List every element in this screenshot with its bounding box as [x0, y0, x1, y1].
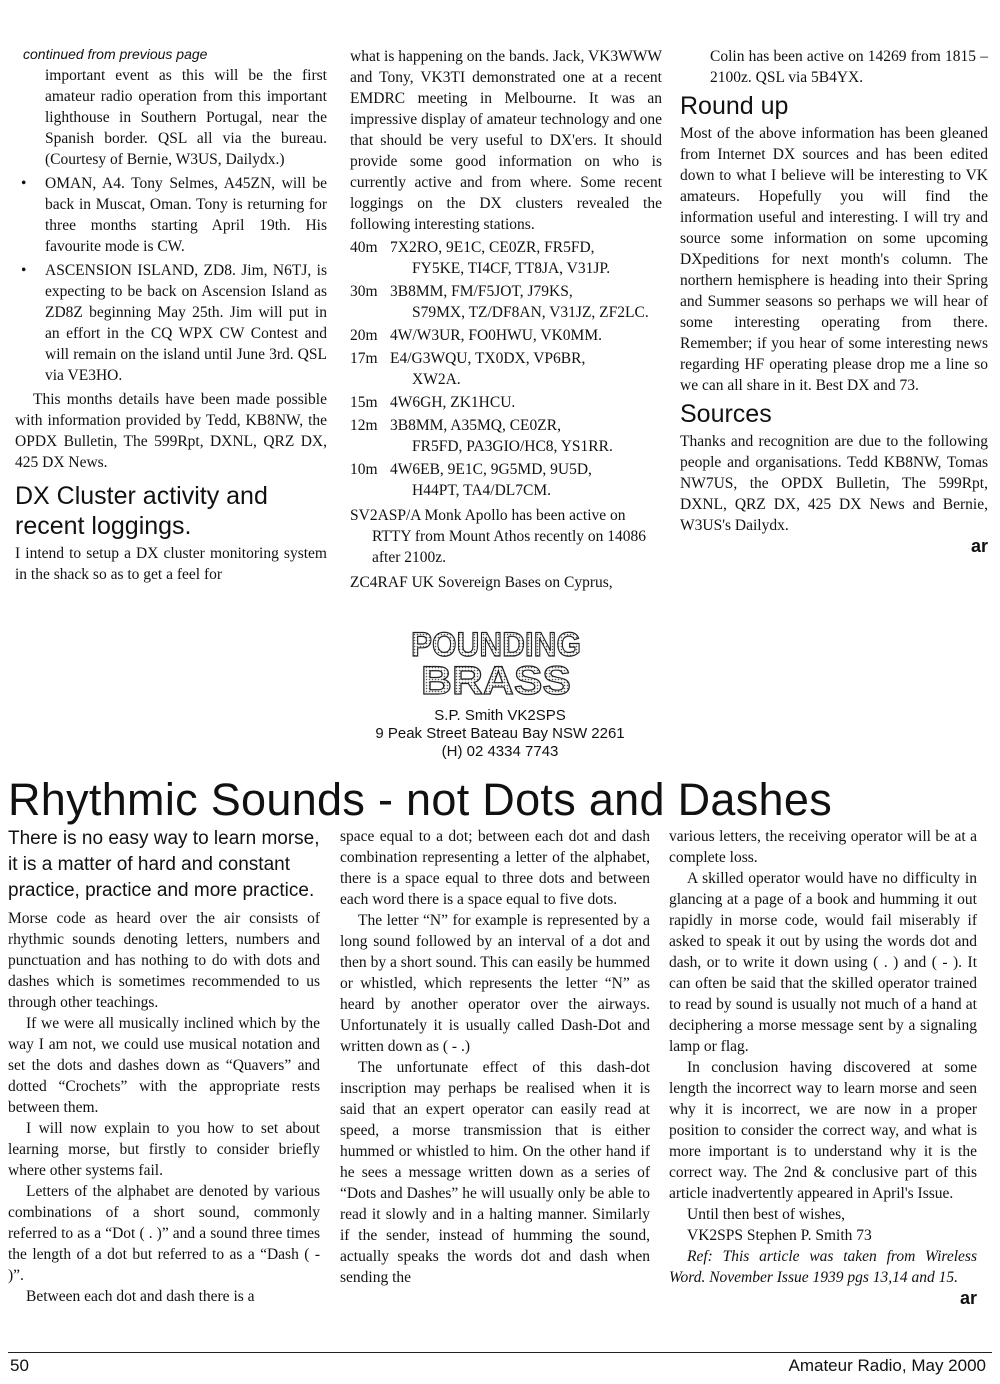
band-label: 20m [350, 327, 378, 344]
logging-row [350, 392, 662, 413]
author-name: S.P. Smith VK2SPS [434, 707, 566, 724]
article-paragraph: various letters, the receiving operator will be at a complete loss. [669, 828, 977, 866]
page-number: 50 [10, 1356, 29, 1375]
article-paragraph: If we were all musically inclined which by the way I am not, we could use musical notation and set the dots and dashes down as “Quavers” and dotted “Crochets” with the appropriate rests between them. [8, 1015, 320, 1116]
logging-row [350, 325, 662, 346]
footer-divider [8, 1352, 992, 1353]
article-paragraph: In conclusion having discovered at some length the incorrect way to learn morse and seen why it is incorrect, we are now in a proper position to consider the correct way, and what is more important is to understand why it is the correct way. The 2nd & conclusive part of this article inadvertently appeared in April's Issue. [669, 1059, 977, 1202]
callsigns-line: 7X2RO, 9E1C, CE0ZR, FR5FD, [390, 239, 595, 256]
details-paragraph: This months details have been made possible with information provided by Tedd, KB8NW, the OPDX Bulletin, The 599Rpt, DXNL, QRZ DX, 425 DX News. [15, 391, 327, 471]
continued-note: continued from previous page [23, 46, 208, 62]
end-mark: ar [970, 536, 988, 556]
logo-graphic [407, 624, 585, 698]
callsign-list [390, 325, 662, 346]
bullet-ascension [15, 260, 327, 386]
sources-paragraph: Thanks and recognition are due to the following people and organisations. Tedd KB8NW, Tomas NW7US, the OPDX Bulletin, The 599Rpt, DXNL, QRZ DX, 425 DX News and Bernie, W3US's Dailydx. [680, 433, 988, 534]
band-label: 15m [350, 394, 378, 411]
article-paragraph: Between each dot and dash there is a [26, 1288, 255, 1305]
svg-text:BRASS: BRASS [421, 659, 571, 698]
callsigns-line: FR5FD, PA3GIO/HC8, YS1RR. [412, 438, 613, 455]
callsigns-line: S79MX, TZ/DF8AN, V31JZ, ZF2LC. [412, 304, 649, 321]
band-label: 17m [350, 350, 378, 367]
article-paragraph: I will now explain to you how to set about learning morse, but firstly to consider briefly where other systems fail. [8, 1120, 320, 1179]
reference-note: Ref: This article was taken from Wireless Word. November Issue 1939 pgs 13,14 and 15. [669, 1248, 977, 1286]
article-paragraph: space equal to a dot; between each dot and dash combination representing a letter of the alphabet, there is a space equal to three dots and between each word there is a space equal to five dots. [340, 828, 650, 908]
callsign-list [390, 392, 662, 413]
callsign-list [390, 348, 662, 390]
bullet-icon: • [21, 262, 27, 279]
signature-line: VK2SPS Stephen P. Smith 73 [687, 1227, 872, 1244]
top-column-3 [680, 46, 988, 557]
callsigns-line: 4W6EB, 9E1C, 9G5MD, 9U5D, [390, 461, 592, 478]
logging-row [350, 459, 662, 501]
lighthouse-paragraph: important event as this will be the first amateur radio operation from this important lighthouse in Southern Portugal, near the Spanish border. QSL all via the bureau. (Courtesy of Bernie, W3US, Dailydx.) [45, 67, 327, 168]
band-label: 30m [350, 283, 378, 300]
publication-info: Amateur Radio, May 2000 [788, 1356, 986, 1375]
logging-row [350, 348, 662, 390]
dx-cluster-heading: DX Cluster activity and recent loggings. [15, 482, 268, 540]
article-column-1 [8, 826, 320, 1307]
article-column-2 [340, 826, 650, 1288]
roundup-heading: Round up [680, 92, 789, 120]
callsigns-line: 4W/W3UR, FO0HWU, VK0MM. [390, 327, 602, 344]
author-phone: (H) 02 4334 7743 [441, 743, 559, 760]
sv2asp-entry: SV2ASP/A Monk Apollo has been active on RTTY from Mount Athos recently on 14086 after 2100z. [350, 507, 647, 566]
top-column-1 [15, 44, 327, 585]
author-address: 9 Peak Street Bateau Bay NSW 2261 [375, 725, 625, 742]
callsign-list [390, 237, 662, 279]
colin-paragraph: Colin has been active on 14269 from 1815 –2100z. QSL via 5B4YX. [710, 48, 988, 86]
zc4raf-entry: ZC4RAF UK Sovereign Bases on Cyprus, [350, 574, 613, 591]
callsign-list [390, 281, 662, 323]
end-mark: ar [959, 1288, 977, 1308]
callsigns-line: 3B8MM, FM/F5JOT, J79KS, [390, 283, 573, 300]
closing-line: Until then best of wishes, [687, 1206, 845, 1223]
logging-row [350, 237, 662, 279]
top-column-2 [350, 46, 662, 593]
band-label: 10m [350, 461, 378, 478]
cluster-paragraph: I intend to setup a DX cluster monitoring system in the shack so as to get a feel for [15, 545, 327, 583]
callsigns-line: XW2A. [412, 371, 461, 388]
callsigns-line: 3B8MM, A35MQ, CE0ZR, [390, 417, 561, 434]
author-block [340, 707, 660, 761]
bullet-icon: • [21, 175, 27, 192]
article-paragraph: Letters of the alphabet are denoted by various combinations of a short sound, commonly referred to as a “Dot ( . )” and a sound three times the length of a dot but referred to as a “Dash ( - )”. [8, 1183, 320, 1284]
bullet-text: OMAN, A4. Tony Selmes, A45ZN, will be back in Muscat, Oman. Tony is returning for three months starting April 19th. His favourite mode is CW. [45, 175, 327, 255]
loggings-list [350, 237, 662, 501]
bands-paragraph: what is happening on the bands. Jack, VK3WWW and Tony, VK3TI demonstrated one at a recent EMDRC meeting in Melbourne. It was an impressive display of amateur technology and one that should be very useful to DX'ers. It should provide some good information on who is currently active and from where. Some recent loggings on the DX clusters revealed the following interesting stations. [350, 48, 662, 233]
pounding-brass-logo [407, 624, 585, 698]
band-label: 12m [350, 417, 378, 434]
callsign-list [390, 415, 662, 457]
logging-row [350, 415, 662, 457]
article-paragraph: A skilled operator would have no difficulty in glancing at a page of a book and humming it out rapidly in morse code, would fail miserably if asked to speak it out by using the words dot and dash, or to write it down using ( . ) and ( - ). It can often be said that the skilled operator trained to read by sound is usually not much of a hand at deciphering a morse message sent by a signaling lamp or flag. [669, 870, 977, 1055]
bullet-text: ASCENSION ISLAND, ZD8. Jim, N6TJ, is expecting to be back on Ascension Island as ZD8Z beginning May 25th. Jim will put in an effort in the CQ WPX CW Contest and will remain on the island until June 3rd. QSL via VE3HO. [45, 262, 327, 384]
article-paragraph: The unfortunate effect of this dash-dot inscription may perhaps be realised when it is said that an expert operator can easily read at speed, a morse transmission that is either hummed or whistled to him. On the other hand if he sees a message written down as a series of “Dots and Dashes” he will usually only be able to read it slowly and in a halting manner. Similarly if the sender, instead of humming the sound, actually speaks the words dot and dash when sending the [340, 1059, 650, 1286]
callsign-list [390, 459, 662, 501]
logging-row [350, 281, 662, 323]
svg-text:POUNDING: POUNDING [411, 626, 581, 664]
sources-heading: Sources [680, 400, 772, 428]
band-label: 40m [350, 239, 378, 256]
lead-paragraph: There is no easy way to learn morse, it is a matter of hard and constant practice, practice and more practice. [8, 828, 320, 901]
callsigns-line: H44PT, TA4/DL7CM. [412, 482, 551, 499]
article-paragraph: Morse code as heard over the air consists of rhythmic sounds denoting letters, numbers and punctuation and has nothing to do with dots and dashes which is sometimes recommended to us through other teachings. [8, 910, 320, 1011]
callsigns-line: FY5KE, TI4CF, TT8JA, V31JP. [412, 260, 611, 277]
article-title: Rhythmic Sounds - not Dots and Dashes [8, 774, 832, 825]
bullet-oman [15, 173, 327, 257]
callsigns-line: E4/G3WQU, TX0DX, VP6BR, [390, 350, 586, 367]
roundup-paragraph: Most of the above information has been gleaned from Internet DX sources and has been edited down to what I believe will be interesting to VK amateurs. Hopefully you will find the information useful and interesting. I will try and source some information on some upcoming DXpeditions for next month's column. The northern hemisphere is heading into their Spring and Summer seasons so perhaps we will hear of some interesting operating from there. Remember; if you hear of some interesting news regarding HF operating please drop me a line so we can all share in it. Best DX and 73. [680, 125, 988, 394]
article-paragraph: The letter “N” for example is represented by a long sound followed by an interval of a dot and then by a short sound. This can easily be hummed or whistled, which represents the letter “N” as heard by another operator over the airways. Unfortunately it is usually called Dash-Dot and written down as ( - .) [340, 912, 650, 1055]
callsigns-line: 4W6GH, ZK1HCU. [390, 394, 516, 411]
article-column-3 [669, 826, 977, 1309]
